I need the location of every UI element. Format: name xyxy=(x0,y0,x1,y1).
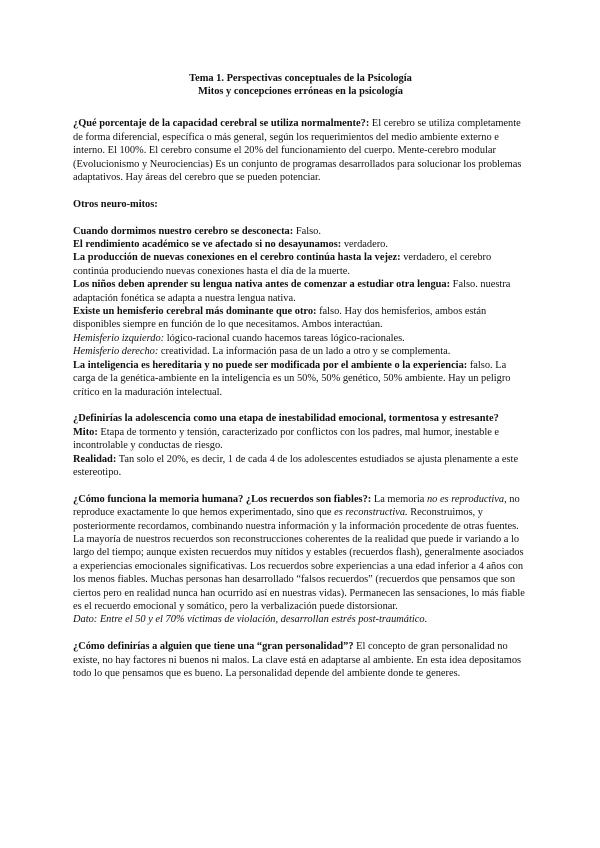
hemisphere-right: Hemisferio derecho: creatividad. La información pasa de un lado a otro y se complementa. xyxy=(73,346,451,358)
section-personality: ¿Cómo definirías a alguien que tiene una “gran personalidad”? El concepto de gran personalidad no existe, no hay factores ni buenos ni malos. La clave está en adaptarse al ambiente. En esta idea depositamos todo lo que pensamos que es bueno. La personalidad depende del ambiente donde te generes. xyxy=(73,641,522,679)
memory-data-note: Dato: Entre el 50 y el 70% víctimas de violación, desarrollan estrés post-traumático. xyxy=(73,614,428,626)
neuromito-item: Los niños deben aprender su lengua nativa antes de comenzar a estudiar otra lengua: Falso. nuestra adaptación fonética se adapta a nuestra lengua nativa. xyxy=(73,279,511,304)
question-adolescence: ¿Definirías la adolescencia como una etapa de inestabilidad emocional, tormentosa y estresante? xyxy=(73,413,499,425)
neuromitos-heading: Otros neuro-mitos: xyxy=(73,198,158,210)
neuromito-item: Existe un hemisferio cerebral más dominante que otro: falso. Hay dos hemisferios, ambos están disponibles siempre en función de lo que necesitamos. Ambos interactúan. xyxy=(73,306,487,331)
neuromito-item: La producción de nuevas conexiones en el cerebro continúa hasta la vejez: verdadero, el cerebro continúa produciendo nuevas conexiones hasta el día de la muerte. xyxy=(73,252,492,277)
neuromito-item: El rendimiento académico se ve afectado si no desayunamos: verdadero. xyxy=(73,239,388,251)
neuromito-item: La inteligencia es hereditaria y no puede ser modificada por el ambiente o la experiencia: falso. La carga de la genética-ambiente en la inteligencia es un 50%, 50% genético, 50% ambiente. Hay un peligro crítico en la maduración intelectual. xyxy=(73,359,511,398)
question-heading: ¿Qué porcentaje de la capacidad cerebral se utiliza normalmente?: xyxy=(73,118,370,130)
adolescence-myth: Mito: Etapa de tormento y tensión, caracterizado por conflictos con los padres, mal humor, inestable e incontrolable y conductas de riesgo. xyxy=(73,426,500,452)
document-title-line1: Tema 1. Perspectivas conceptuales de la Psicología xyxy=(189,73,412,84)
section-cerebral-capacity xyxy=(73,117,528,184)
hemisphere-left: Hemisferio izquierdo: lógico-racional cuando hacemos tareas lógico-racionales. xyxy=(73,332,405,344)
neuromito-item: Cuando dormimos nuestro cerebro se desconecta: Falso. xyxy=(73,225,321,237)
section-memory: ¿Cómo funciona la memoria humana? ¿Los recuerdos son fiables?: La memoria no es reproductiva, no reproduce exactamente lo que hemos experimentado, sino que es reconstructiva. Reconstruimos, y posteriormente recordamos, combinando nuestra información y la información procedente de otras fuentes. La mayoría de nuestros recuerdos son reconstrucciones coherentes de la realidad que puede ir variando a lo largo del tiempo; aunque existen recuerdos muy nítidos y estables (recuerdos flash), generalmente asociados a experiencias emocionales significativas. Los recuerdos sobre experiencias a una edad inferior a 4 años con los menos fiables. Muchas personas han desarrollado “falsos recuerdos” (recuerdos que pensamos que son ciertos pero en realidad nunca han ocurrido así en nuestras vidas). Permanecen las sensaciones, lo más fiable es el recuerdo emocional y somático, pero la verbalización puede distorsionar. xyxy=(73,493,525,612)
adolescence-reality: Realidad: Tan solo el 20%, es decir, 1 de cada 4 de los adolescentes estudiados se ajusta plenamente a este estereotipo. xyxy=(73,453,519,478)
document-title-line2: Mitos y concepciones erróneas en la psicología xyxy=(198,86,403,98)
answer-text: El cerebro se utiliza completamente de forma diferencial, específica o más general, según los requerimientos del medio ambiente externo e interno. El 100%. El cerebro consume el 20% del funcionamiento del cuerpo. Mente-cerebro modular (Evolucionismo y Neurociencias) Es un conjunto de programas desarrollados para solucionar los problemas adaptativos. Hay áreas del cerebro que se pueden potenciar. xyxy=(73,118,522,184)
